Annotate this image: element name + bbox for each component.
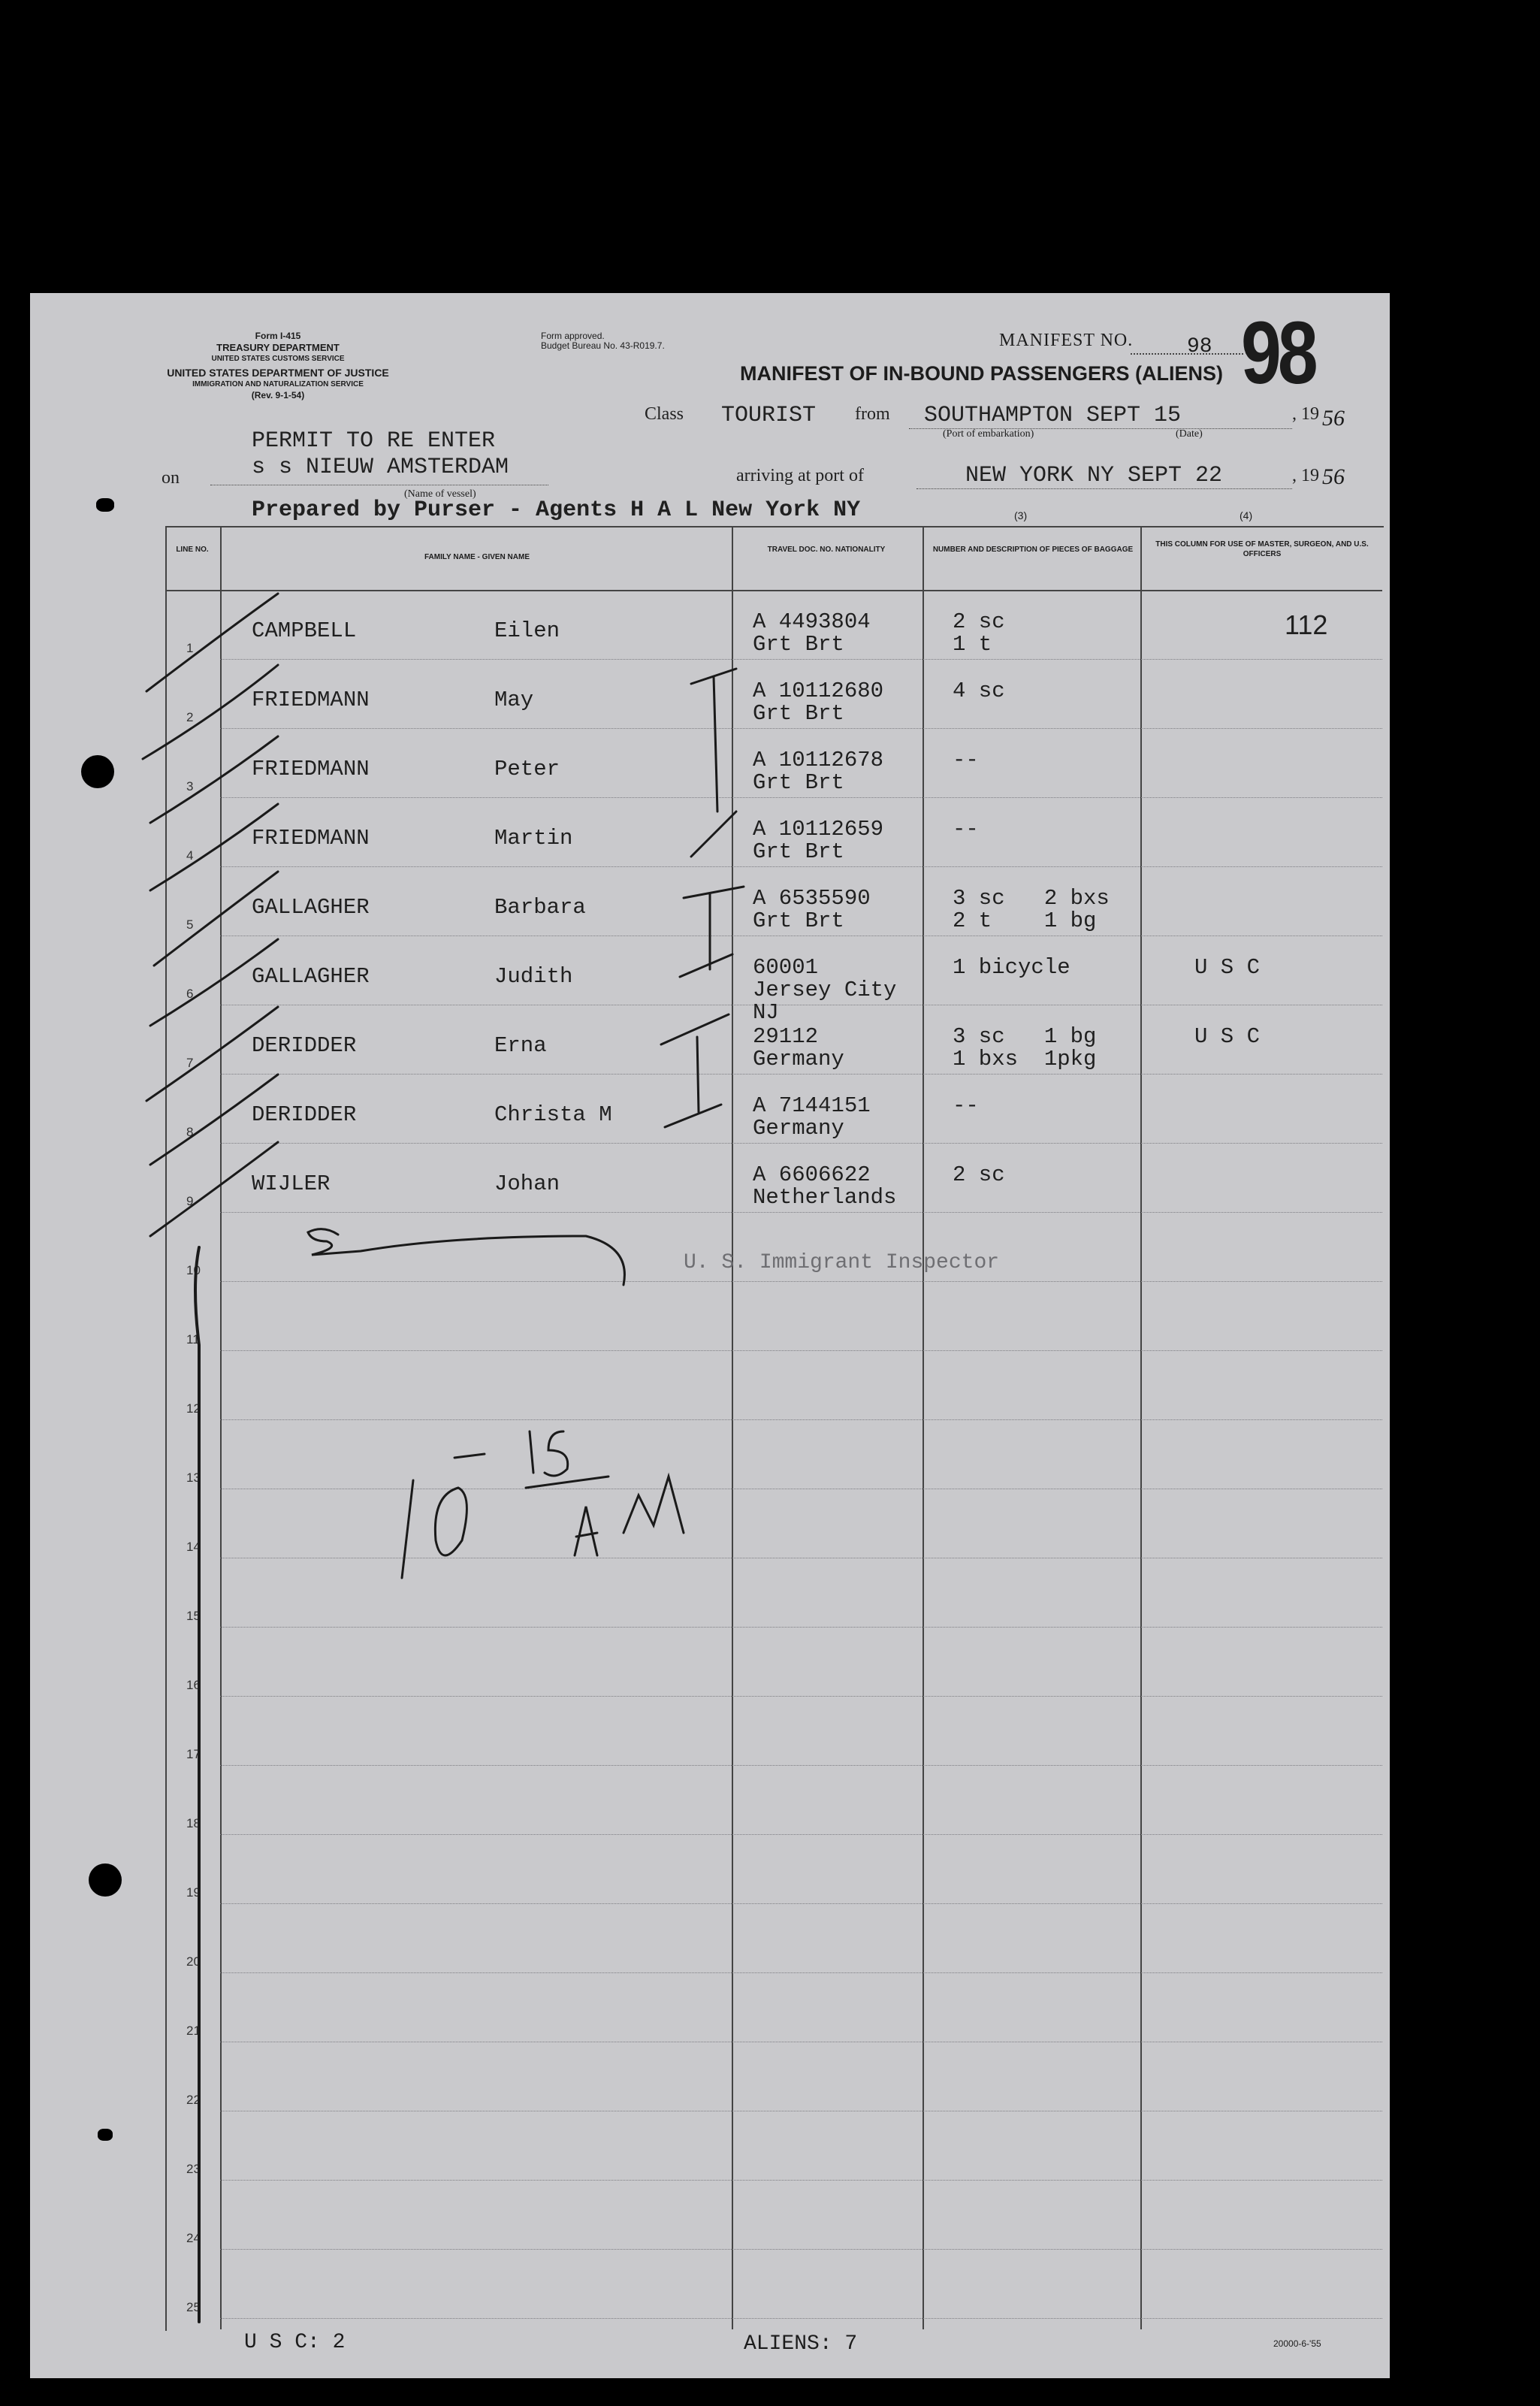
year-prefix-2: , 19 (1292, 466, 1319, 485)
manifest-label: MANIFEST NO. (999, 331, 1134, 350)
bracket-marks (661, 669, 744, 1127)
line-number: 20 (186, 1954, 201, 1969)
baggage-description: -- (953, 748, 979, 772)
class-value: TOURIST (721, 403, 817, 428)
col-header-line-no: LINE NO. (176, 546, 209, 554)
line-number: 8 (186, 1125, 194, 1139)
line-number: 22 (186, 2093, 201, 2107)
passenger-family-name: WIJLER (252, 1171, 331, 1196)
margin-line (195, 1247, 199, 2322)
line-number: 9 (186, 1194, 194, 1208)
line-number: 4 (186, 848, 194, 863)
prepared-by: Prepared by Purser - Agents H A L New York NY (252, 497, 861, 523)
baggage-description: -- (953, 817, 979, 842)
travel-doc-nationality: A 7144151 Germany (753, 1093, 871, 1141)
line-number: 6 (186, 987, 194, 1001)
line-number: 18 (186, 1816, 201, 1830)
line-number: 15 (186, 1609, 201, 1623)
passenger-given-name: Erna (494, 1033, 547, 1058)
passenger-given-name: Barbara (494, 895, 586, 920)
port-caption: (Port of embarkation) (943, 428, 1034, 440)
travel-doc-nationality: 29112 Germany (753, 1024, 844, 1072)
manifest-title: MANIFEST OF IN-BOUND PASSENGERS (ALIENS) (740, 362, 1224, 385)
col-marker-4: (4) (1240, 509, 1253, 521)
passenger-family-name: GALLAGHER (252, 964, 370, 989)
department-1: TREASURY DEPARTMENT (216, 342, 340, 353)
passenger-given-name: Johan (494, 1171, 560, 1196)
col-header-baggage: NUMBER AND DESCRIPTION OF PIECES OF BAGGAGE (932, 546, 1134, 554)
line-number: 7 (186, 1056, 194, 1070)
approval-2: Budget Bureau No. 43-R019.7. (541, 340, 665, 351)
line-number: 10 (186, 1263, 201, 1277)
line-number: 14 (186, 1540, 201, 1554)
manifest-stamp: 98 (1241, 304, 1315, 403)
arrival-value: NEW YORK NY SEPT 22 (965, 463, 1223, 488)
year-1: 56 (1322, 406, 1345, 431)
passenger-given-name: Martin (494, 826, 573, 851)
vessel-name: s s NIEUW AMSTERDAM (252, 455, 509, 480)
line-number: 1 (186, 641, 194, 655)
travel-doc-nationality: A 10112659 Grt Brt (753, 817, 884, 864)
passenger-family-name: DERIDDER (252, 1033, 357, 1058)
travel-doc-nationality: A 10112678 Grt Brt (753, 748, 884, 795)
form-number: Form I-415 (255, 331, 301, 341)
handwritten-time-strokes (402, 1431, 684, 1578)
arriving-label: arriving at port of (736, 466, 864, 485)
footer-form-number: 20000-6-'55 (1273, 2338, 1321, 2349)
manifest-sheet (30, 293, 1390, 2378)
baggage-description: -- (953, 1093, 979, 1118)
line-number: 16 (186, 1678, 201, 1692)
passenger-given-name: Eilen (494, 618, 560, 643)
travel-doc-nationality: A 6535590 Grt Brt (753, 886, 871, 933)
col-header-travel-doc: TRAVEL DOC. NO. NATIONALITY (767, 546, 886, 554)
line-number: 21 (186, 2024, 201, 2038)
baggage-description: 3 sc 1 bg 1 bxs 1pkg (953, 1024, 1097, 1072)
line-number: 17 (186, 1747, 201, 1761)
col-header-name: FAMILY NAME - GIVEN NAME (424, 553, 530, 561)
line-number: 24 (186, 2231, 201, 2245)
approval-1: Form approved. (541, 331, 605, 341)
baggage-description: 2 sc 1 t (953, 609, 1005, 657)
passenger-family-name: CAMPBELL (252, 618, 357, 643)
passenger-given-name: Judith (494, 964, 573, 989)
check-marks (143, 594, 278, 1236)
line-number: 2 (186, 710, 194, 724)
passenger-family-name: DERIDDER (252, 1102, 357, 1127)
binder-hole-top (81, 755, 114, 788)
officer-notes: 112 (1285, 609, 1328, 640)
ink-blot-1 (96, 498, 114, 512)
line-number: 12 (186, 1401, 201, 1416)
from-value: SOUTHAMPTON SEPT 15 (924, 403, 1182, 428)
footer-usc: U S C: 2 (244, 2331, 346, 2354)
vessel-caption: (Name of vessel) (404, 488, 476, 500)
passenger-given-name: May (494, 688, 534, 712)
passenger-family-name: FRIEDMANN (252, 757, 370, 781)
passenger-family-name: FRIEDMANN (252, 826, 370, 851)
service-1: UNITED STATES CUSTOMS SERVICE (211, 355, 345, 363)
passenger-family-name: GALLAGHER (252, 895, 370, 920)
travel-doc-nationality: A 6606622 Netherlands (753, 1162, 897, 1210)
travel-doc-nationality: A 10112680 Grt Brt (753, 679, 884, 726)
revision: (Rev. 9-1-54) (251, 390, 305, 400)
travel-doc-nationality: 60001 Jersey City NJ (753, 955, 897, 1025)
year-prefix-1: , 19 (1292, 404, 1319, 424)
from-label: from (855, 404, 890, 424)
class-label: Class (645, 404, 684, 424)
year-2: 56 (1322, 464, 1345, 489)
baggage-description: 4 sc (953, 679, 1005, 703)
line-number: 13 (186, 1471, 201, 1485)
col-header-officers: THIS COLUMN FOR USE OF MASTER, SURGEON, AND U.S. OFFICERS (1155, 540, 1369, 558)
travel-doc-nationality: A 4493804 Grt Brt (753, 609, 871, 657)
passenger-family-name: FRIEDMANN (252, 688, 370, 712)
signature (308, 1229, 624, 1285)
line-number: 19 (186, 1885, 201, 1900)
col-marker-3: (3) (1014, 509, 1028, 521)
permit-line: PERMIT TO RE ENTER (252, 428, 496, 454)
line-number: 5 (186, 917, 194, 932)
passenger-given-name: Christa M (494, 1102, 612, 1127)
footer-aliens: ALIENS: 7 (744, 2332, 858, 2356)
binder-hole-bottom (89, 1863, 122, 1897)
service-2: IMMIGRATION AND NATURALIZATION SERVICE (192, 380, 364, 388)
ink-blot-2 (98, 2129, 113, 2141)
passenger-given-name: Peter (494, 757, 560, 781)
manifest-number: 98 (1187, 335, 1212, 358)
inspector-stamp: U. S. Immigrant Inspector (684, 1251, 1000, 1274)
date-caption: (Date) (1176, 428, 1203, 440)
line-number: 25 (186, 2300, 201, 2314)
officer-notes: U S C (1194, 1024, 1261, 1049)
department-2: UNITED STATES DEPARTMENT OF JUSTICE (167, 367, 389, 379)
officer-notes: U S C (1194, 955, 1261, 980)
baggage-description: 2 sc (953, 1162, 1005, 1187)
line-number: 3 (186, 779, 194, 793)
baggage-description: 3 sc 2 bxs 2 t 1 bg (953, 886, 1110, 933)
baggage-description: 1 bicycle (953, 955, 1070, 980)
line-number: 11 (186, 1332, 200, 1347)
line-number: 23 (186, 2162, 201, 2176)
on-label: on (162, 468, 180, 488)
handwriting (30, 293, 1390, 2378)
